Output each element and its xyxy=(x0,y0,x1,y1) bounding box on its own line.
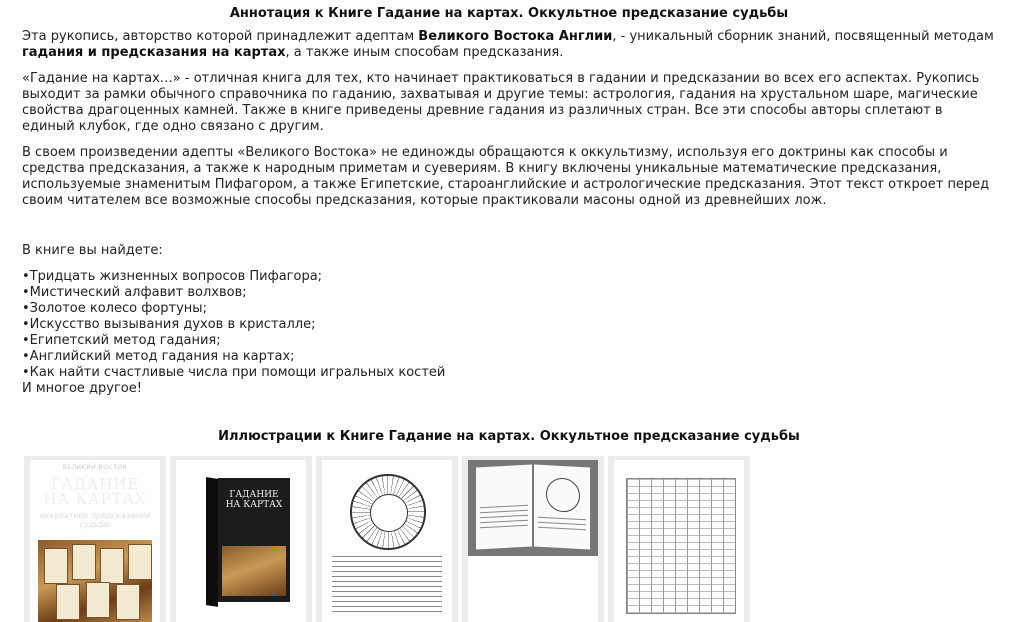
cover-subtitle: оккультное предсказание судьбы xyxy=(39,511,151,529)
cover-author: ВЕЛИКИЙ ВОСТОК xyxy=(62,464,128,471)
open-spread-image xyxy=(468,460,598,622)
list-item: • Мистический алфавит волхвов; xyxy=(22,285,998,301)
p1-text-a: Эта рукопись, авторство которой принадлежит адептам xyxy=(22,29,419,44)
book-spine xyxy=(206,477,218,607)
open-book xyxy=(468,460,598,556)
list-item: • Английский метод гадания на картах; xyxy=(22,349,998,365)
book-3d-image xyxy=(176,460,306,622)
paragraph-2: «Гадание на картах…» - отличная книга для тех, кто начинает практиковаться в гадании и предсказании во всех его аспектах. Рукопись выходит за рамки обычного справочника по гаданию, захватывая и другие темы: астрология, гадания на хрустальном шаре, магические свойства драгоценных камней. Также в книге приведены древние гадания из различных стран. Все эти способы авторы сплетают в единый клубок, где одно связано с другим. xyxy=(22,71,980,134)
find-label: В книге вы найдете: xyxy=(22,243,163,258)
paragraph-3: В своем произведении адепты «Великого Востока» не единожды обращаются к оккультизму, используя его доктрины как способы и средства предсказания, а также к народным приметам и суевериям. В книгу включены уникальные математические предсказания, используемые знаменитым Пифагором, а также Египетские, староанглийские и астрологические предсказания. Этот текст откроет перед своим читателем все возможные способы предсказания, которые практиковали масоны одной из древнейших лож. xyxy=(22,145,990,208)
right-page xyxy=(534,465,590,550)
list-item: • Египетский метод гадания; xyxy=(22,333,998,349)
annotation-body xyxy=(22,29,998,407)
illustrations-title: Иллюстрации к Книге Гадание на картах. Оккультное предсказание судьбы xyxy=(218,429,800,444)
book-front-title-line1: ГАДАНИЕ xyxy=(229,490,279,500)
left-page xyxy=(476,465,532,550)
list-item: • Искусство вызывания духов в кристалле; xyxy=(22,317,998,333)
thumb-page-circle[interactable] xyxy=(316,456,458,622)
paragraph-1 xyxy=(22,29,998,61)
p1-text-e: , а также иным способам предсказания. xyxy=(285,45,564,60)
cover-title-line2: НА КАРТАХ xyxy=(43,490,147,508)
p1-bold-authors: Великого Востока Англии xyxy=(418,29,613,44)
cover-cards-art xyxy=(38,540,152,622)
thumb-open-spread[interactable] xyxy=(462,456,604,622)
more-text: И многое другое! xyxy=(22,381,142,396)
p1-text-c: , - уникальный сборник знаний, посвященный методам xyxy=(612,29,994,44)
thumb-book-3d[interactable] xyxy=(170,456,312,622)
wheel-icon xyxy=(350,474,426,550)
book-front-art xyxy=(222,546,286,596)
book-front-title-line2: НА КАРТАХ xyxy=(225,500,283,510)
annotation-title: Аннотация к Книге Гадание на картах. Оккультное предсказание судьбы xyxy=(229,6,789,21)
thumb-table-page[interactable] xyxy=(608,456,750,622)
list-item: • Как найти счастливые числа при помощи игральных костей xyxy=(22,365,998,381)
thumb-cover[interactable] xyxy=(24,456,166,622)
page-text-lines xyxy=(332,556,442,616)
cover-title xyxy=(30,477,160,507)
cover-title-line1: ГАДАНИЕ xyxy=(50,475,140,493)
page-circle-image xyxy=(322,460,452,622)
table-page-image xyxy=(614,460,744,622)
list-item: • Золотое колесо фортуны; xyxy=(22,301,998,317)
dial-icon xyxy=(546,477,580,513)
table-grid xyxy=(626,478,736,614)
contents-list xyxy=(22,269,998,381)
book-front-title xyxy=(218,490,290,510)
cover-image xyxy=(30,460,160,622)
list-item: • Тридцать жизненных вопросов Пифагора; xyxy=(22,269,998,285)
p1-bold-topic: гадания и предсказания на картах xyxy=(22,45,286,60)
book-front xyxy=(218,478,290,602)
illustrations-gallery xyxy=(24,456,750,622)
